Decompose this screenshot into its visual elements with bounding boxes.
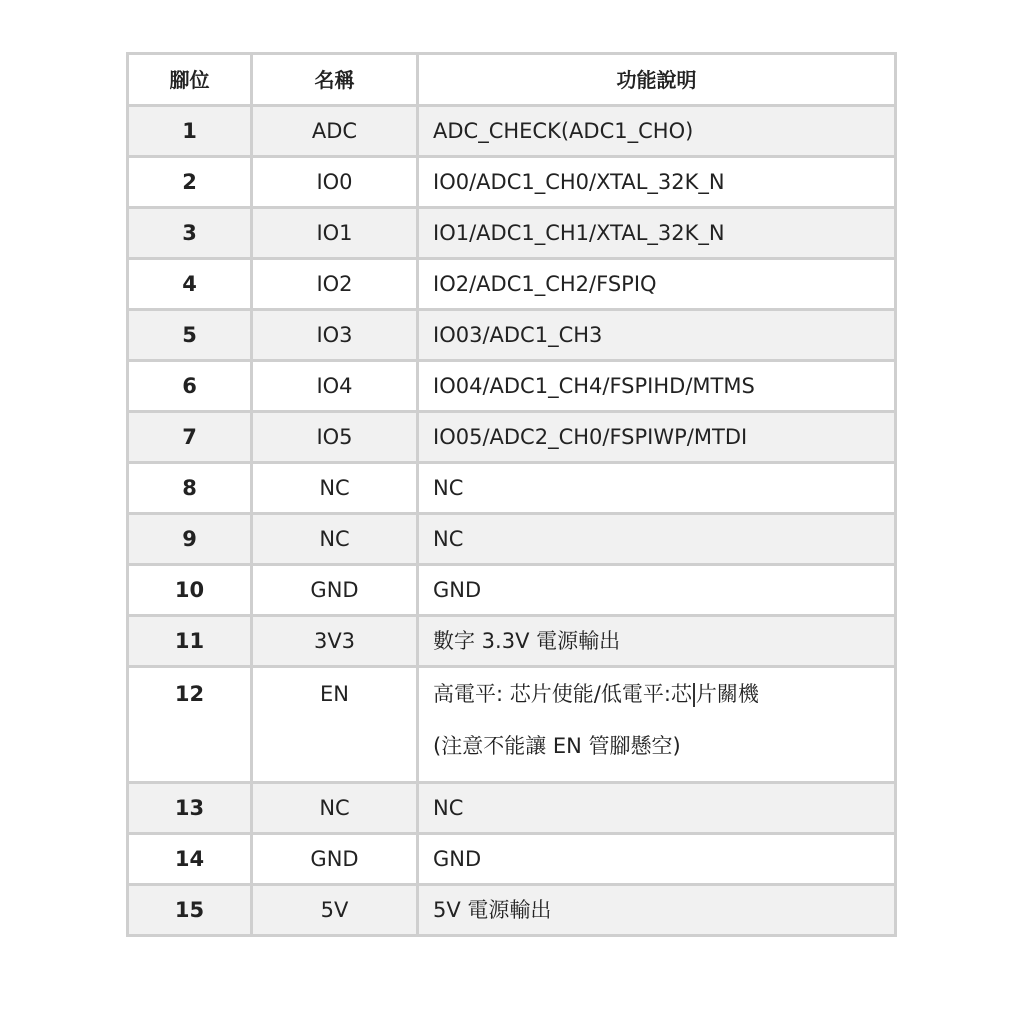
name-cell: IO0: [252, 157, 418, 208]
description-cell: [418, 667, 896, 783]
pin-table: [126, 52, 897, 937]
table-row: [128, 783, 896, 834]
description-cell: IO03/ADC1_CH3: [418, 310, 896, 361]
pin-table-container: [126, 52, 894, 937]
name-cell: IO3: [252, 310, 418, 361]
pin-cell: 13: [128, 783, 252, 834]
description-cell: IO2/ADC1_CH2/FSPIQ: [418, 259, 896, 310]
pin-cell: 15: [128, 885, 252, 936]
description-cell: NC: [418, 514, 896, 565]
table-row: [128, 834, 896, 885]
table-header: [128, 54, 896, 106]
name-cell: NC: [252, 463, 418, 514]
description-line-1-part-a: 高電平: 芯片使能/低電平:芯: [433, 682, 692, 706]
pin-cell: 6: [128, 361, 252, 412]
header-name: 名稱: [252, 54, 418, 106]
table-row: [128, 259, 896, 310]
table-row: [128, 885, 896, 936]
description-line-1-part-b: 片關機: [695, 682, 759, 706]
description-cell: GND: [418, 565, 896, 616]
description-cell: 數字 3.3V 電源輸出: [418, 616, 896, 667]
pin-cell: 3: [128, 208, 252, 259]
pin-cell: 5: [128, 310, 252, 361]
name-cell: GND: [252, 834, 418, 885]
pin-cell: 14: [128, 834, 252, 885]
pin-cell: 9: [128, 514, 252, 565]
table-row: [128, 463, 896, 514]
description-cell: IO1/ADC1_CH1/XTAL_32K_N: [418, 208, 896, 259]
description-cell: IO05/ADC2_CH0/FSPIWP/MTDI: [418, 412, 896, 463]
pin-cell: 2: [128, 157, 252, 208]
name-cell: IO5: [252, 412, 418, 463]
table-row: [128, 208, 896, 259]
name-cell: NC: [252, 783, 418, 834]
description-cell: 5V 電源輸出: [418, 885, 896, 936]
name-cell: IO4: [252, 361, 418, 412]
description-cell: GND: [418, 834, 896, 885]
pin-cell: 8: [128, 463, 252, 514]
description-cell: NC: [418, 463, 896, 514]
header-pin: 腳位: [128, 54, 252, 106]
name-cell: ADC: [252, 106, 418, 157]
pin-cell: 12: [128, 667, 252, 783]
description-cell: NC: [418, 783, 896, 834]
pin-cell: 10: [128, 565, 252, 616]
header-description: 功能說明: [418, 54, 896, 106]
pin-cell: 1: [128, 106, 252, 157]
table-row: [128, 310, 896, 361]
name-cell: 5V: [252, 885, 418, 936]
name-cell: GND: [252, 565, 418, 616]
name-cell: IO2: [252, 259, 418, 310]
header-row: [128, 54, 896, 106]
description-line-2: (注意不能讓 EN 管腳懸空): [433, 734, 681, 758]
table-row: [128, 667, 896, 783]
description-cell: IO0/ADC1_CH0/XTAL_32K_N: [418, 157, 896, 208]
table-row: [128, 514, 896, 565]
table-row: [128, 412, 896, 463]
table-row: [128, 157, 896, 208]
name-cell: NC: [252, 514, 418, 565]
name-cell: EN: [252, 667, 418, 783]
table-row: [128, 361, 896, 412]
name-cell: 3V3: [252, 616, 418, 667]
table-row: [128, 106, 896, 157]
text-cursor: [693, 683, 695, 707]
table-row: [128, 565, 896, 616]
table-body: [128, 106, 896, 936]
table-row: [128, 616, 896, 667]
description-cell: IO04/ADC1_CH4/FSPIHD/MTMS: [418, 361, 896, 412]
name-cell: IO1: [252, 208, 418, 259]
pin-cell: 11: [128, 616, 252, 667]
description-cell: ADC_CHECK(ADC1_CHO): [418, 106, 896, 157]
pin-cell: 4: [128, 259, 252, 310]
pin-cell: 7: [128, 412, 252, 463]
